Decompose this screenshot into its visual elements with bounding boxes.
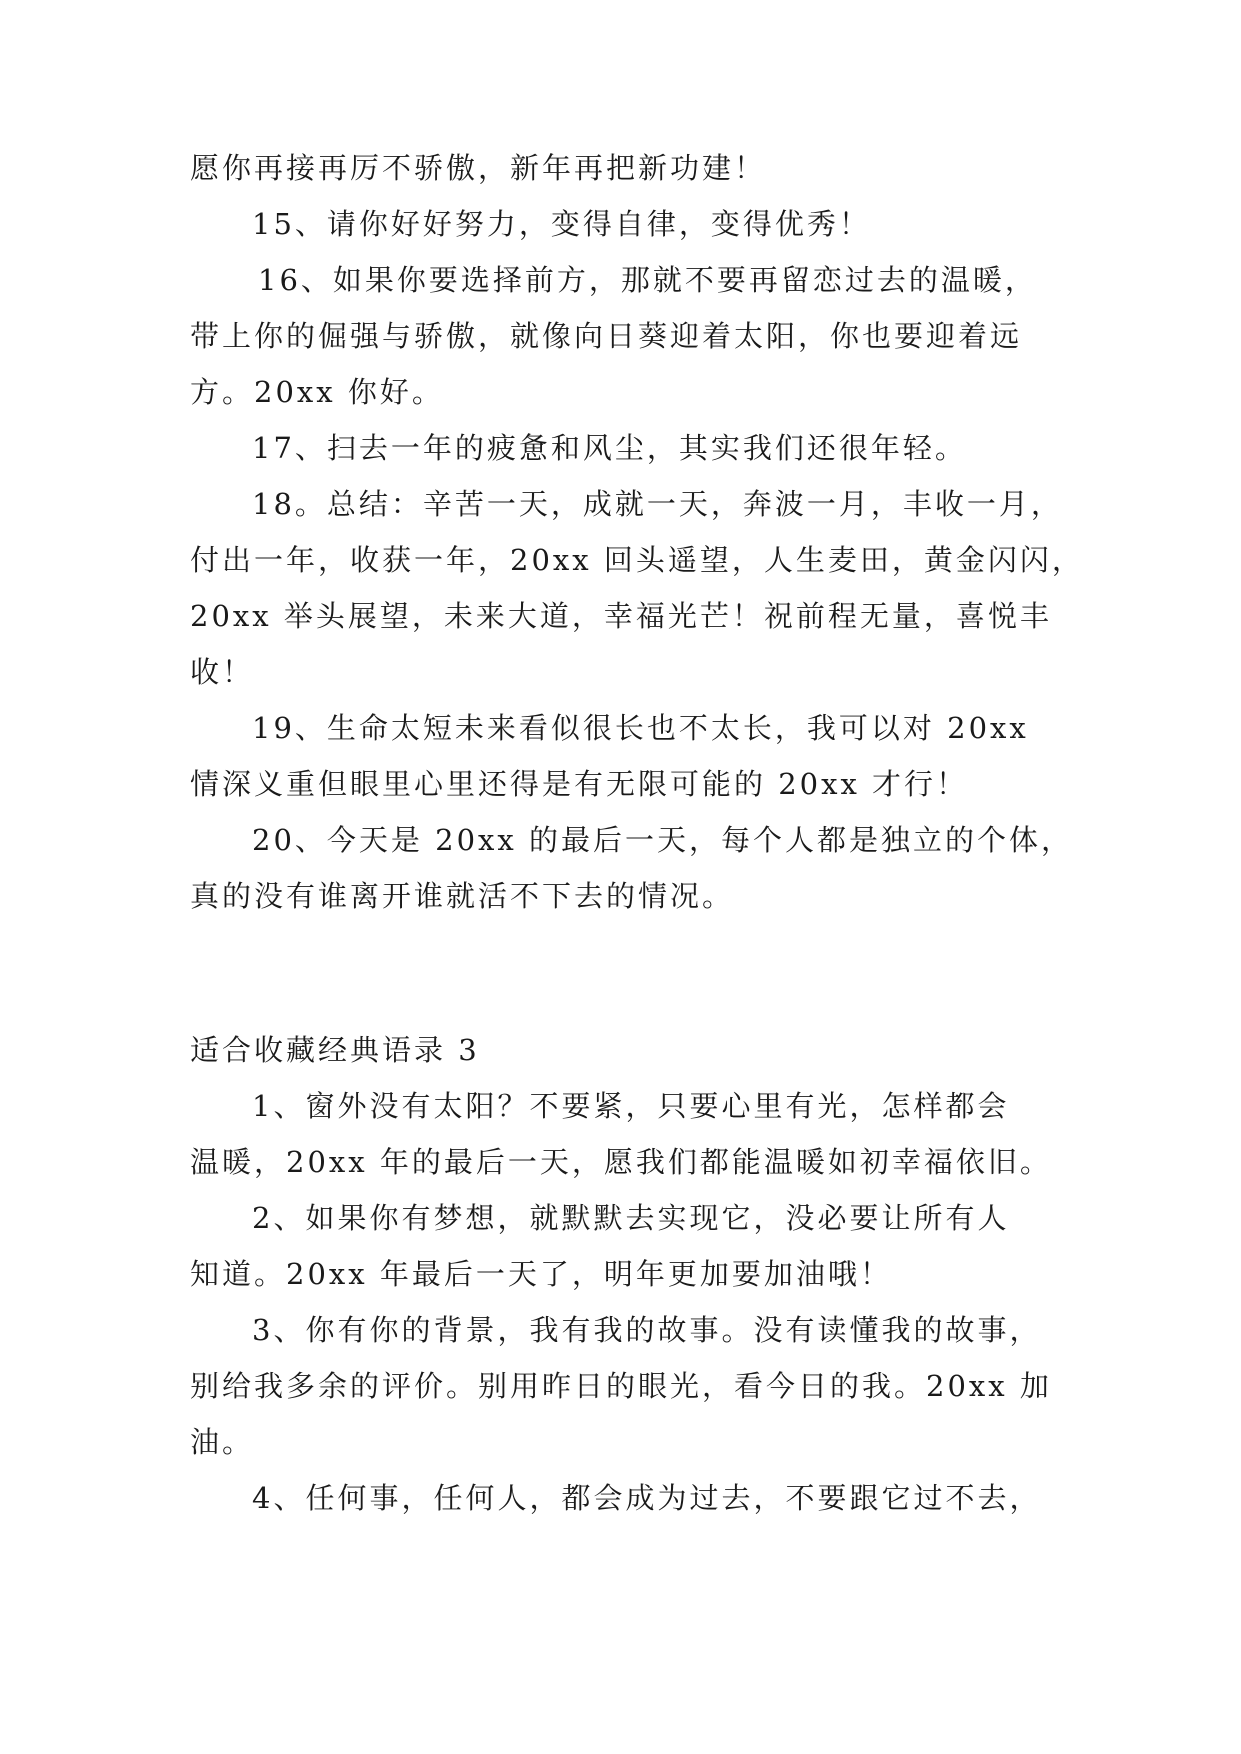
list-item-18-line-1: 18。总结：辛苦一天，成就一天，奔波一月，丰收一月， <box>252 487 1063 521</box>
list-item-16-line-2: 带上你的倔强与骄傲，就像向日葵迎着太阳，你也要迎着远 <box>190 319 1023 353</box>
list-item-19-line-2: 情深义重但眼里心里还得是有无限可能的 20xx 才行！ <box>190 767 969 801</box>
list-item-3-line-1: 3、你有你的背景，我有我的故事。没有读懂我的故事， <box>252 1313 1042 1347</box>
list-item-1-line-2: 温暖，20xx 年的最后一天，愿我们都能温暖如初幸福依旧。 <box>190 1145 1052 1179</box>
list-item-18-line-3: 20xx 举头展望，未来大道，幸福光芒！祝前程无量，喜悦丰 <box>190 599 1052 633</box>
section-heading: 适合收藏经典语录 3 <box>190 1033 480 1067</box>
list-item-20-line-2: 真的没有谁离开谁就活不下去的情况。 <box>190 879 735 913</box>
list-item-18-line-4: 收！ <box>190 655 255 689</box>
list-item-1-line-1: 1、窗外没有太阳？不要紧，只要心里有光，怎样都会 <box>252 1089 1010 1123</box>
list-item-15: 15、请你好好努力，变得自律，变得优秀！ <box>252 207 871 241</box>
list-item-4-line-1: 4、任何事，任何人，都会成为过去，不要跟它过不去， <box>252 1481 1042 1515</box>
list-item-16-line-3: 方。20xx 你好。 <box>190 375 444 409</box>
list-item-3-line-2: 别给我多余的评价。别用昨日的眼光，看今日的我。20xx 加 <box>190 1369 1052 1403</box>
list-item-2-line-2: 知道。20xx 年最后一天了，明年更加要加油哦！ <box>190 1257 892 1291</box>
paragraph-line: 愿你再接再厉不骄傲，新年再把新功建！ <box>190 151 767 185</box>
list-item-2-line-1: 2、如果你有梦想，就默默去实现它，没必要让所有人 <box>252 1201 1010 1235</box>
list-item-18-line-2: 付出一年，收获一年，20xx 回头遥望，人生麦田，黄金闪闪， <box>190 543 1084 577</box>
list-item-17: 17、扫去一年的疲惫和风尘，其实我们还很年轻。 <box>252 431 967 465</box>
list-item-16-line-1: 16、如果你要选择前方，那就不要再留恋过去的温暖， <box>258 263 1037 297</box>
list-item-19-line-1: 19、生命太短未来看似很长也不太长，我可以对 20xx <box>252 711 1029 745</box>
list-item-3-line-3: 油。 <box>190 1425 255 1459</box>
list-item-20-line-1: 20、今天是 20xx 的最后一天，每个人都是独立的个体， <box>252 823 1073 857</box>
